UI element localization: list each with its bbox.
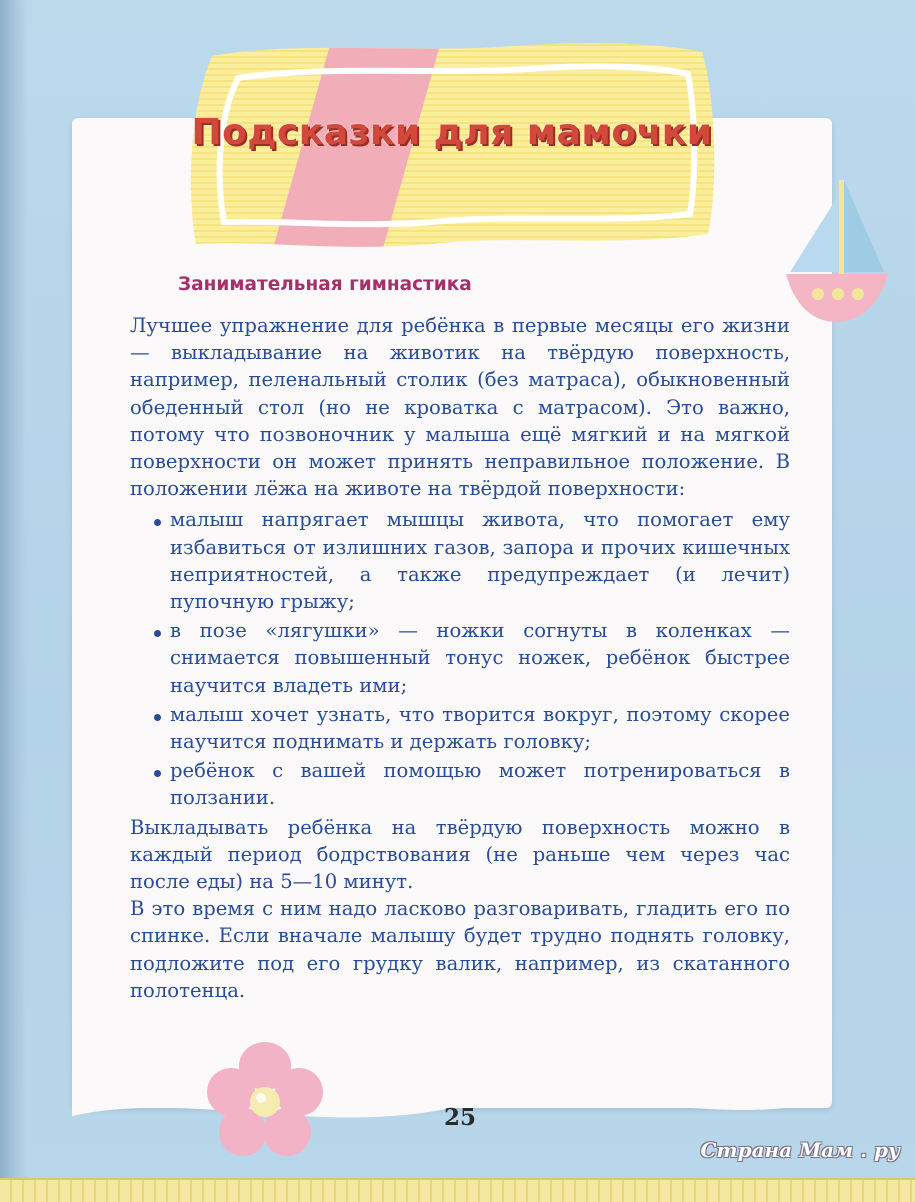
page-title: Подсказки для мамочки [191,112,713,153]
list-item: в позе «лягушки» — ножки согнуты в коленках — снимается повышенный тонус ножек, ребёнок быстрее научится владеть ими; [130,617,790,699]
book-spine-shadow [0,0,28,1200]
list-item: ребёнок с вашей помощью может потренироваться в ползании. [130,757,790,811]
benefits-list [130,506,790,811]
sailboat-icon [780,176,892,326]
paragraph-advice: В это время с ним надо ласково разговаривать, гладить его по спинке. Если вначале малышу будет трудно поднять головку, подложите под его грудку валик, например, из скатанного полотенца. [130,897,790,1002]
page-number: 25 [443,1104,476,1131]
flower-icon [205,1040,325,1160]
list-item: малыш напрягает мышцы живота, что помогает ему избавиться от излишних газов, запора и прочих кишечных неприятностей, а также предупреждает (и лечит) пупочную грыжу; [130,506,790,615]
section-subheading: Занимательная гимнастика [178,274,472,295]
paragraph-duration: Выкладывать ребёнка на твёрдую поверхность можно в каждый период бодрствования (не раньше чем через час после еды) на 5—10 минут. [130,815,790,894]
site-watermark: Страна Мам . ру [700,1138,900,1162]
list-item: малыш хочет узнать, что творится вокруг, поэтому скорее научится поднимать и держать головку; [130,701,790,755]
bottom-decorative-strip [0,1178,915,1202]
bullet-icon [154,714,161,721]
bullet-icon [154,630,161,637]
article-content [130,272,790,1004]
bullet-icon [154,519,161,526]
intro-paragraph: Лучшее упражнение для ребёнка в первые месяцы его жизни — выкладывание на животик на твёрдую поверхность, например, пеленальный столик (без матраса), обыкновенный обеденный стол (но не кроватка с матрасом). Это важно, потому что позвоночник у малыша ещё мягкий и на мягкой поверхности он может принять неправильное положение. В положении лёжа на животе на твёрдой поверхности: [130,314,790,501]
bullet-icon [154,770,161,777]
